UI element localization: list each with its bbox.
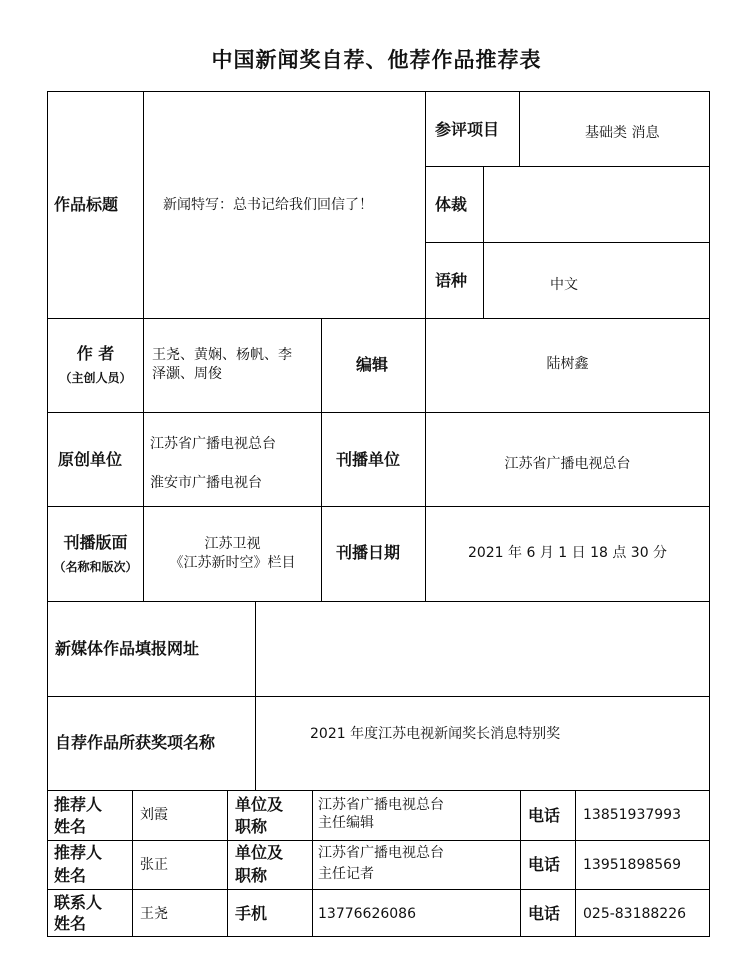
publish-section-sublabel: （名称和版次） <box>53 560 138 574</box>
recommender-label-1: 推荐人 <box>54 795 103 814</box>
publish-unit-value: 江苏省广播电视总台 <box>504 456 631 472</box>
recommender-name: 张正 <box>140 857 168 873</box>
contact-name: 王尧 <box>140 906 168 922</box>
language-value: 中文 <box>550 277 578 293</box>
phone-label: 电话 <box>528 855 561 874</box>
category-label: 参评项目 <box>435 120 500 139</box>
award-value: 2021 年度江苏电视新闻奖长消息特别奖 <box>310 726 561 742</box>
mobile-value: 13776626086 <box>318 906 416 922</box>
language-label: 语种 <box>435 271 468 290</box>
origin-unit-line2: 淮安市广播电视台 <box>150 475 262 491</box>
phone-label: 电话 <box>528 904 561 923</box>
unit-value-1: 江苏省广播电视总台 <box>318 797 444 813</box>
unit-label-2: 职称 <box>235 817 268 836</box>
unit-label-1: 单位及 <box>235 843 284 862</box>
phone-label: 电话 <box>528 806 561 825</box>
unit-value-2: 主任编辑 <box>318 815 374 831</box>
phone-value: 13851937993 <box>583 807 681 823</box>
publish-section-line2: 《江苏新时空》栏目 <box>169 555 296 571</box>
recommender-name: 刘霞 <box>140 807 168 823</box>
origin-unit-line1: 江苏省广播电视总台 <box>150 436 276 452</box>
author-value-line2: 泽灏、周俊 <box>152 366 222 382</box>
unit-label-2: 职称 <box>235 866 268 885</box>
recommender-label-2: 姓名 <box>54 817 87 836</box>
editor-value: 陆树鑫 <box>546 356 589 372</box>
recommender-label-2: 姓名 <box>54 866 87 885</box>
page-title: 中国新闻奖自荐、他荐作品推荐表 <box>211 48 542 72</box>
unit-label-1: 单位及 <box>235 795 284 814</box>
phone-value: 025-83188226 <box>583 906 687 922</box>
author-value-line1: 王尧、黄娴、杨帆、李 <box>152 347 292 363</box>
recommender-label-1: 推荐人 <box>54 843 103 862</box>
genre-label: 体裁 <box>435 195 468 214</box>
origin-unit-label: 原创单位 <box>58 450 123 469</box>
contact-label-2: 姓名 <box>54 914 87 933</box>
new-media-url-label: 新媒体作品填报网址 <box>55 639 200 658</box>
author-sublabel: （主创人员） <box>59 371 132 385</box>
unit-value-1: 江苏省广播电视总台 <box>318 845 444 861</box>
publish-date-label: 刊播日期 <box>336 543 401 562</box>
publish-date-value: 2021 年 6 月 1 日 18 点 30 分 <box>467 545 668 561</box>
publish-unit-label: 刊播单位 <box>336 450 401 469</box>
category-value: 基础类 消息 <box>585 125 660 141</box>
author-label: 作 者 <box>76 344 115 363</box>
contact-label-1: 联系人 <box>54 893 103 912</box>
publish-section-label: 刊播版面 <box>63 533 128 552</box>
work-title-value: 新闻特写：总书记给我们回信了！ <box>163 197 373 213</box>
mobile-label: 手机 <box>235 904 268 923</box>
editor-label: 编辑 <box>356 355 389 374</box>
publish-section-line1: 江苏卫视 <box>204 536 261 552</box>
phone-value: 13951898569 <box>583 857 681 873</box>
work-title-label: 作品标题 <box>54 195 119 214</box>
unit-value-2: 主任记者 <box>318 866 374 882</box>
award-label: 自荐作品所获奖项名称 <box>55 733 216 752</box>
